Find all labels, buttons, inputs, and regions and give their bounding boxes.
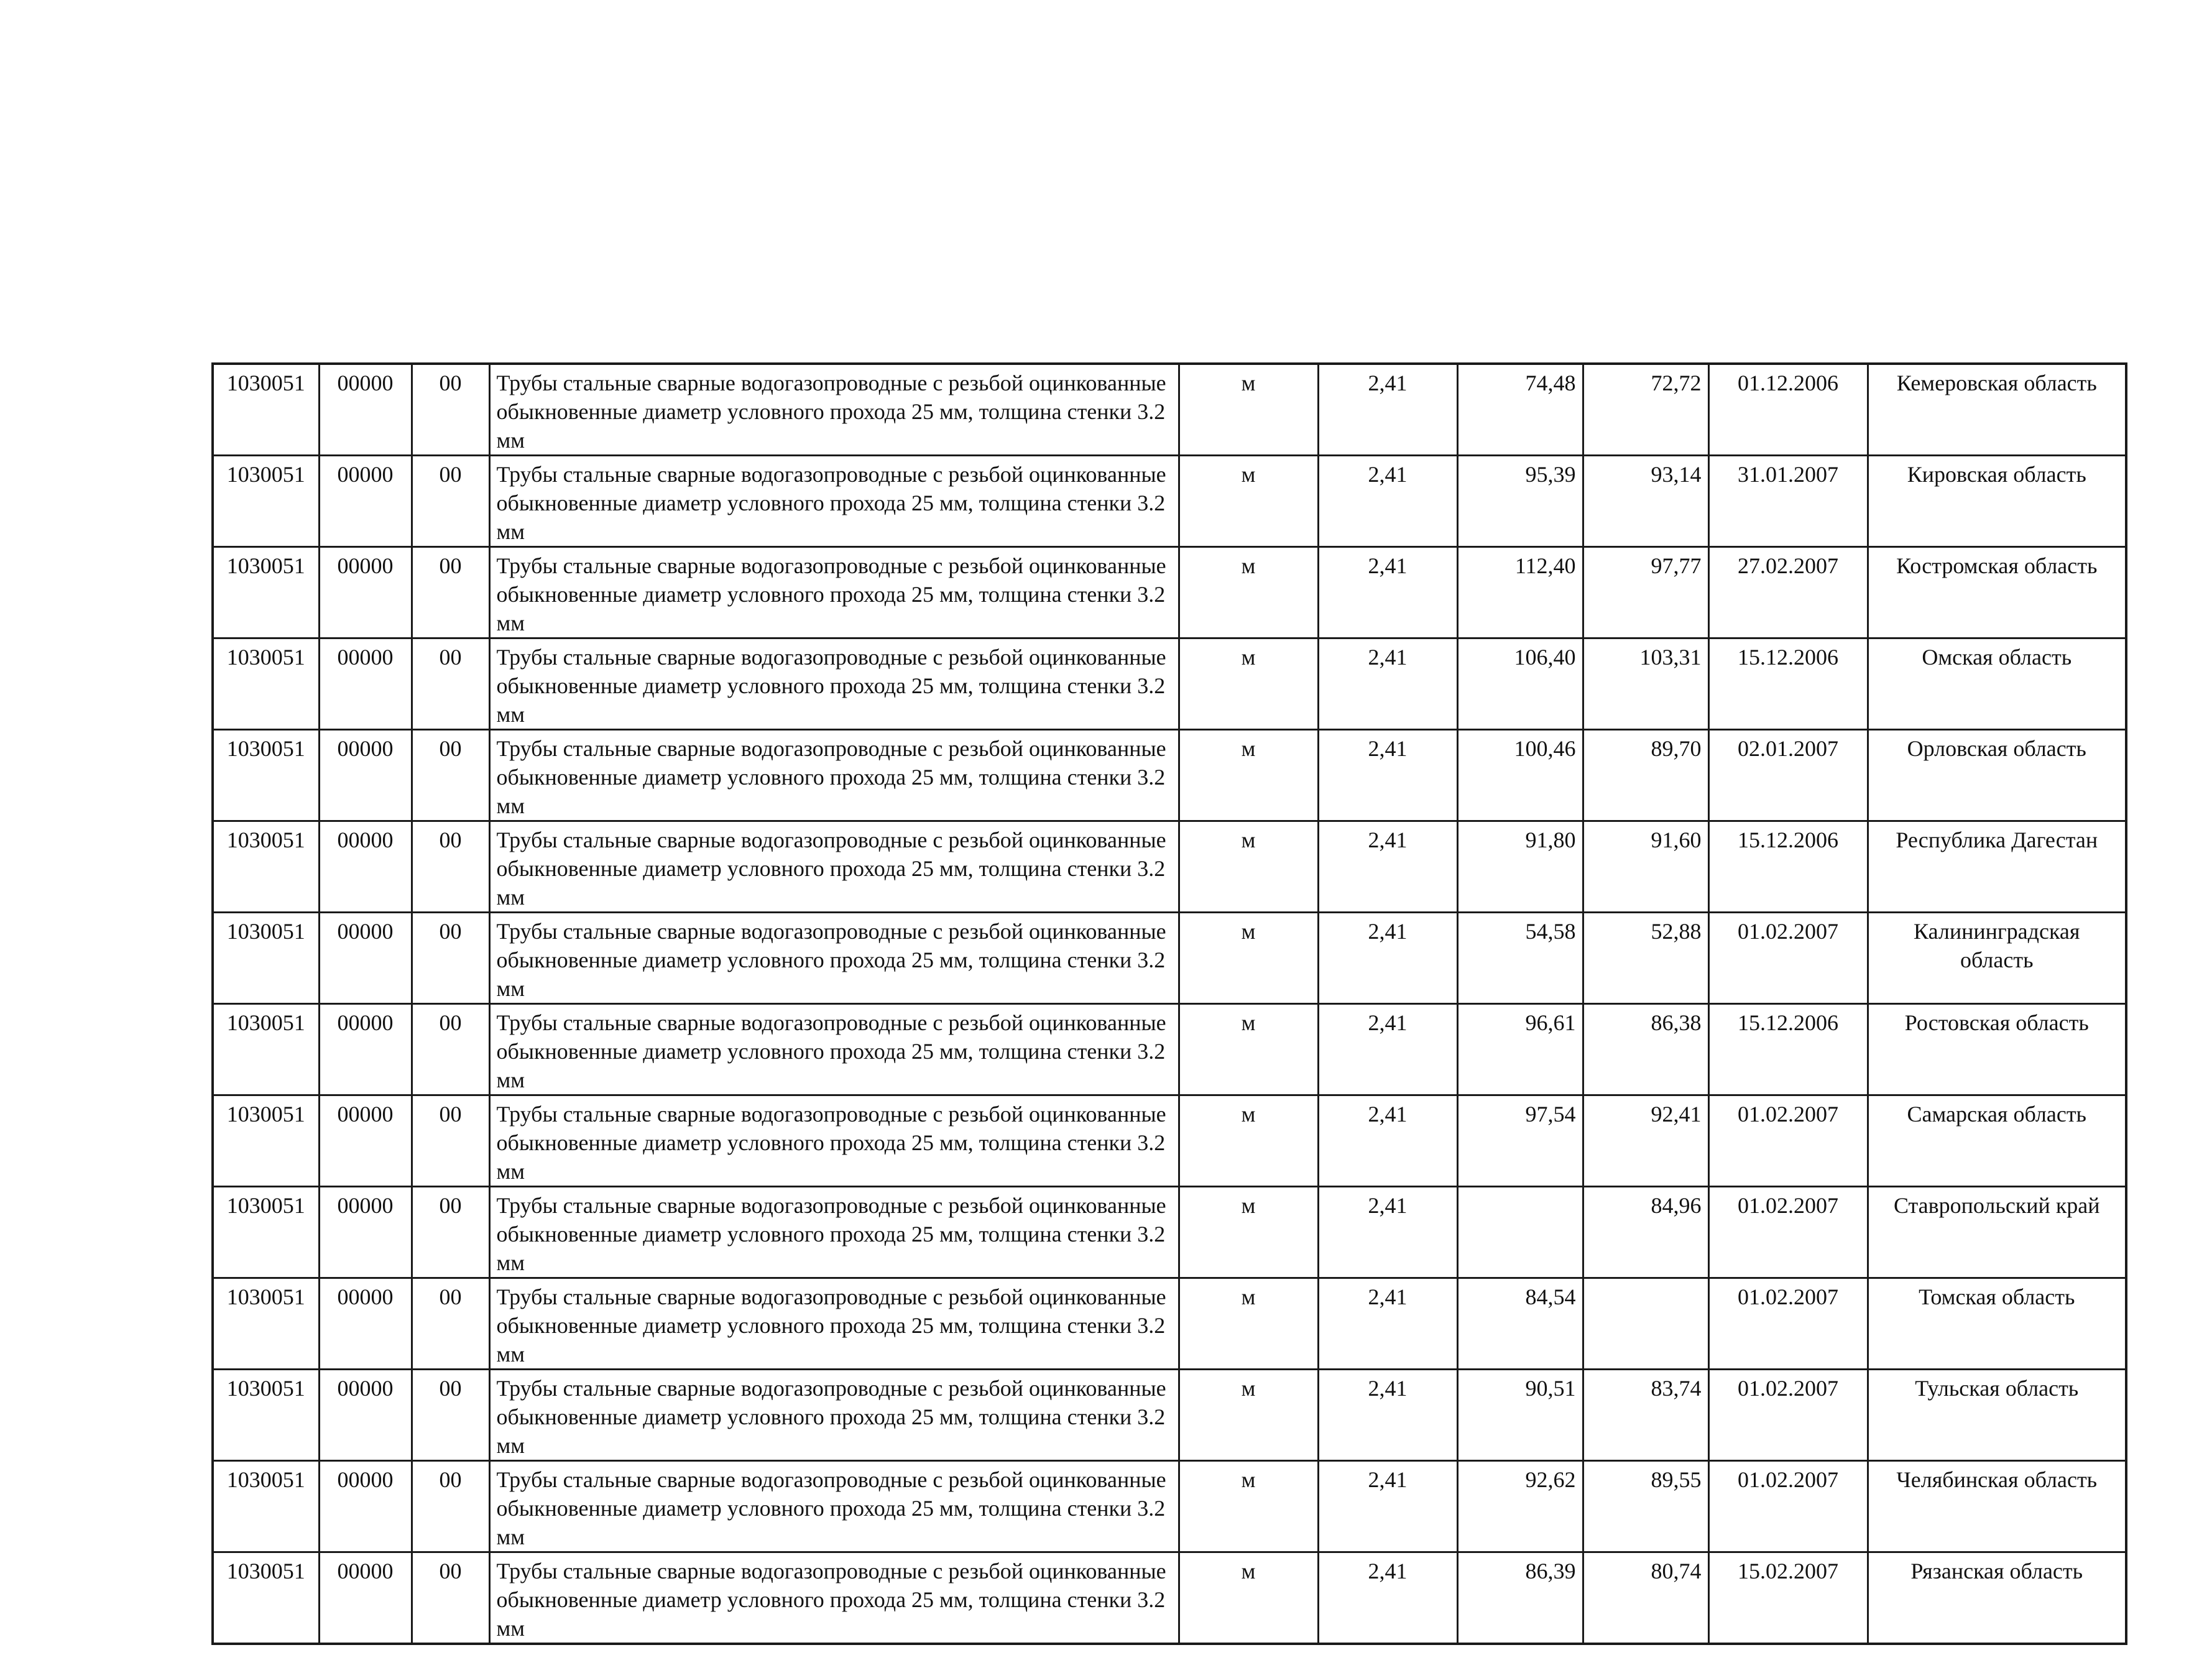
- coefficient-cell: 2,41: [1318, 364, 1457, 456]
- region-cell: Самарская область: [1868, 1095, 2126, 1187]
- coefficient-cell: 2,41: [1318, 730, 1457, 821]
- unit-cell: м: [1179, 1095, 1318, 1187]
- resource-code-cell: 1030051: [213, 456, 319, 547]
- coefficient-cell: 2,41: [1318, 547, 1457, 638]
- date-cell: 01.02.2007: [1708, 1278, 1868, 1370]
- sub-code-cell: 00000: [319, 638, 412, 730]
- table-row: [213, 1187, 2126, 1278]
- date-cell: 27.02.2007: [1708, 547, 1868, 638]
- coefficient-cell: 2,41: [1318, 913, 1457, 1004]
- price-2-cell: [1583, 1278, 1708, 1370]
- resource-code-cell: 1030051: [213, 638, 319, 730]
- price-1-cell: 74,48: [1457, 364, 1583, 456]
- date-cell: 01.02.2007: [1708, 1187, 1868, 1278]
- resource-code-cell: 1030051: [213, 821, 319, 913]
- sub-code-cell: 00000: [319, 456, 412, 547]
- region-cell: Орловская область: [1868, 730, 2126, 821]
- description-cell: Трубы стальные сварные водогазопроводные с резьбой оцинкованные обыкновенные диаметр условного прохода 25 мм, толщина стенки 3.2 мм: [489, 1095, 1179, 1187]
- resource-code-cell: 1030051: [213, 1095, 319, 1187]
- price-1-cell: 84,54: [1457, 1278, 1583, 1370]
- description-cell: Трубы стальные сварные водогазопроводные с резьбой оцинкованные обыкновенные диаметр условного прохода 25 мм, толщина стенки 3.2 мм: [489, 1461, 1179, 1552]
- price-1-cell: 54,58: [1457, 913, 1583, 1004]
- unit-cell: м: [1179, 1370, 1318, 1461]
- suffix-code-cell: 00: [412, 1552, 489, 1644]
- unit-cell: м: [1179, 547, 1318, 638]
- date-cell: 02.01.2007: [1708, 730, 1868, 821]
- description-cell: Трубы стальные сварные водогазопроводные с резьбой оцинкованные обыкновенные диаметр условного прохода 25 мм, толщина стенки 3.2 мм: [489, 913, 1179, 1004]
- date-cell: 01.02.2007: [1708, 913, 1868, 1004]
- region-cell: Республика Дагестан: [1868, 821, 2126, 913]
- unit-cell: м: [1179, 730, 1318, 821]
- price-2-cell: 83,74: [1583, 1370, 1708, 1461]
- description-cell: Трубы стальные сварные водогазопроводные с резьбой оцинкованные обыкновенные диаметр условного прохода 25 мм, толщина стенки 3.2 мм: [489, 1552, 1179, 1644]
- suffix-code-cell: 00: [412, 1095, 489, 1187]
- coefficient-cell: 2,41: [1318, 821, 1457, 913]
- unit-cell: м: [1179, 1278, 1318, 1370]
- resource-code-cell: 1030051: [213, 1004, 319, 1095]
- table-row: [213, 913, 2126, 1004]
- date-cell: 01.02.2007: [1708, 1370, 1868, 1461]
- region-cell: Томская область: [1868, 1278, 2126, 1370]
- price-2-cell: 92,41: [1583, 1095, 1708, 1187]
- date-cell: 01.02.2007: [1708, 1095, 1868, 1187]
- region-cell: Тульская область: [1868, 1370, 2126, 1461]
- unit-cell: м: [1179, 456, 1318, 547]
- suffix-code-cell: 00: [412, 1370, 489, 1461]
- region-cell: Челябинская область: [1868, 1461, 2126, 1552]
- unit-cell: м: [1179, 638, 1318, 730]
- description-cell: Трубы стальные сварные водогазопроводные с резьбой оцинкованные обыкновенные диаметр условного прохода 25 мм, толщина стенки 3.2 мм: [489, 456, 1179, 547]
- coefficient-cell: 2,41: [1318, 638, 1457, 730]
- unit-cell: м: [1179, 364, 1318, 456]
- suffix-code-cell: 00: [412, 1187, 489, 1278]
- date-cell: 15.12.2006: [1708, 638, 1868, 730]
- table-row: [213, 730, 2126, 821]
- price-2-cell: 86,38: [1583, 1004, 1708, 1095]
- suffix-code-cell: 00: [412, 364, 489, 456]
- sub-code-cell: 00000: [319, 821, 412, 913]
- suffix-code-cell: 00: [412, 821, 489, 913]
- description-cell: Трубы стальные сварные водогазопроводные с резьбой оцинкованные обыкновенные диаметр условного прохода 25 мм, толщина стенки 3.2 мм: [489, 364, 1179, 456]
- region-cell: Кировская область: [1868, 456, 2126, 547]
- sub-code-cell: 00000: [319, 1187, 412, 1278]
- price-1-cell: [1457, 1187, 1583, 1278]
- sub-code-cell: 00000: [319, 1095, 412, 1187]
- price-table: [211, 362, 2127, 1645]
- unit-cell: м: [1179, 1187, 1318, 1278]
- resource-code-cell: 1030051: [213, 1370, 319, 1461]
- sub-code-cell: 00000: [319, 1552, 412, 1644]
- sub-code-cell: 00000: [319, 1461, 412, 1552]
- price-1-cell: 91,80: [1457, 821, 1583, 913]
- price-1-cell: 95,39: [1457, 456, 1583, 547]
- description-cell: Трубы стальные сварные водогазопроводные с резьбой оцинкованные обыкновенные диаметр условного прохода 25 мм, толщина стенки 3.2 мм: [489, 1187, 1179, 1278]
- region-cell: Костромская область: [1868, 547, 2126, 638]
- sub-code-cell: 00000: [319, 1004, 412, 1095]
- region-cell: Кемеровская область: [1868, 364, 2126, 456]
- unit-cell: м: [1179, 821, 1318, 913]
- resource-code-cell: 1030051: [213, 1461, 319, 1552]
- table-row: [213, 1461, 2126, 1552]
- coefficient-cell: 2,41: [1318, 1552, 1457, 1644]
- table-row: [213, 638, 2126, 730]
- price-2-cell: 80,74: [1583, 1552, 1708, 1644]
- table-row: [213, 1095, 2126, 1187]
- description-cell: Трубы стальные сварные водогазопроводные с резьбой оцинкованные обыкновенные диаметр условного прохода 25 мм, толщина стенки 3.2 мм: [489, 821, 1179, 913]
- resource-code-cell: 1030051: [213, 1552, 319, 1644]
- price-1-cell: 100,46: [1457, 730, 1583, 821]
- price-2-cell: 72,72: [1583, 364, 1708, 456]
- region-cell: Калининградская область: [1868, 913, 2126, 1004]
- description-cell: Трубы стальные сварные водогазопроводные с резьбой оцинкованные обыкновенные диаметр условного прохода 25 мм, толщина стенки 3.2 мм: [489, 638, 1179, 730]
- price-2-cell: 91,60: [1583, 821, 1708, 913]
- price-1-cell: 96,61: [1457, 1004, 1583, 1095]
- sub-code-cell: 00000: [319, 547, 412, 638]
- description-cell: Трубы стальные сварные водогазопроводные с резьбой оцинкованные обыкновенные диаметр условного прохода 25 мм, толщина стенки 3.2 мм: [489, 1370, 1179, 1461]
- suffix-code-cell: 00: [412, 730, 489, 821]
- date-cell: 01.12.2006: [1708, 364, 1868, 456]
- suffix-code-cell: 00: [412, 913, 489, 1004]
- table-row: [213, 547, 2126, 638]
- unit-cell: м: [1179, 913, 1318, 1004]
- date-cell: 15.12.2006: [1708, 1004, 1868, 1095]
- price-2-cell: 89,70: [1583, 730, 1708, 821]
- price-1-cell: 90,51: [1457, 1370, 1583, 1461]
- resource-code-cell: 1030051: [213, 547, 319, 638]
- resource-code-cell: 1030051: [213, 1187, 319, 1278]
- date-cell: 31.01.2007: [1708, 456, 1868, 547]
- suffix-code-cell: 00: [412, 1004, 489, 1095]
- suffix-code-cell: 00: [412, 638, 489, 730]
- price-2-cell: 93,14: [1583, 456, 1708, 547]
- resource-code-cell: 1030051: [213, 913, 319, 1004]
- table-body: [213, 364, 2126, 1644]
- coefficient-cell: 2,41: [1318, 456, 1457, 547]
- price-1-cell: 86,39: [1457, 1552, 1583, 1644]
- price-1-cell: 106,40: [1457, 638, 1583, 730]
- resource-code-cell: 1030051: [213, 1278, 319, 1370]
- sub-code-cell: 00000: [319, 913, 412, 1004]
- coefficient-cell: 2,41: [1318, 1461, 1457, 1552]
- sub-code-cell: 00000: [319, 1370, 412, 1461]
- region-cell: Ставропольский край: [1868, 1187, 2126, 1278]
- description-cell: Трубы стальные сварные водогазопроводные с резьбой оцинкованные обыкновенные диаметр условного прохода 25 мм, толщина стенки 3.2 мм: [489, 1004, 1179, 1095]
- coefficient-cell: 2,41: [1318, 1187, 1457, 1278]
- table-row: [213, 1370, 2126, 1461]
- suffix-code-cell: 00: [412, 1461, 489, 1552]
- price-2-cell: 84,96: [1583, 1187, 1708, 1278]
- price-2-cell: 89,55: [1583, 1461, 1708, 1552]
- table-row: [213, 364, 2126, 456]
- unit-cell: м: [1179, 1004, 1318, 1095]
- table-row: [213, 1278, 2126, 1370]
- price-1-cell: 97,54: [1457, 1095, 1583, 1187]
- coefficient-cell: 2,41: [1318, 1370, 1457, 1461]
- region-cell: Рязанская область: [1868, 1552, 2126, 1644]
- unit-cell: м: [1179, 1461, 1318, 1552]
- table-row: [213, 1552, 2126, 1644]
- description-cell: Трубы стальные сварные водогазопроводные с резьбой оцинкованные обыкновенные диаметр условного прохода 25 мм, толщина стенки 3.2 мм: [489, 1278, 1179, 1370]
- resource-code-cell: 1030051: [213, 730, 319, 821]
- price-2-cell: 103,31: [1583, 638, 1708, 730]
- date-cell: 01.02.2007: [1708, 1461, 1868, 1552]
- coefficient-cell: 2,41: [1318, 1278, 1457, 1370]
- coefficient-cell: 2,41: [1318, 1004, 1457, 1095]
- date-cell: 15.02.2007: [1708, 1552, 1868, 1644]
- description-cell: Трубы стальные сварные водогазопроводные с резьбой оцинкованные обыкновенные диаметр условного прохода 25 мм, толщина стенки 3.2 мм: [489, 730, 1179, 821]
- suffix-code-cell: 00: [412, 1278, 489, 1370]
- resource-code-cell: 1030051: [213, 364, 319, 456]
- coefficient-cell: 2,41: [1318, 1095, 1457, 1187]
- table-row: [213, 456, 2126, 547]
- price-2-cell: 52,88: [1583, 913, 1708, 1004]
- table-row: [213, 821, 2126, 913]
- price-1-cell: 92,62: [1457, 1461, 1583, 1552]
- price-2-cell: 97,77: [1583, 547, 1708, 638]
- sub-code-cell: 00000: [319, 364, 412, 456]
- sub-code-cell: 00000: [319, 1278, 412, 1370]
- unit-cell: м: [1179, 1552, 1318, 1644]
- region-cell: Омская область: [1868, 638, 2126, 730]
- suffix-code-cell: 00: [412, 456, 489, 547]
- region-cell: Ростовская область: [1868, 1004, 2126, 1095]
- sub-code-cell: 00000: [319, 730, 412, 821]
- suffix-code-cell: 00: [412, 547, 489, 638]
- table-row: [213, 1004, 2126, 1095]
- price-1-cell: 112,40: [1457, 547, 1583, 638]
- date-cell: 15.12.2006: [1708, 821, 1868, 913]
- description-cell: Трубы стальные сварные водогазопроводные с резьбой оцинкованные обыкновенные диаметр условного прохода 25 мм, толщина стенки 3.2 мм: [489, 547, 1179, 638]
